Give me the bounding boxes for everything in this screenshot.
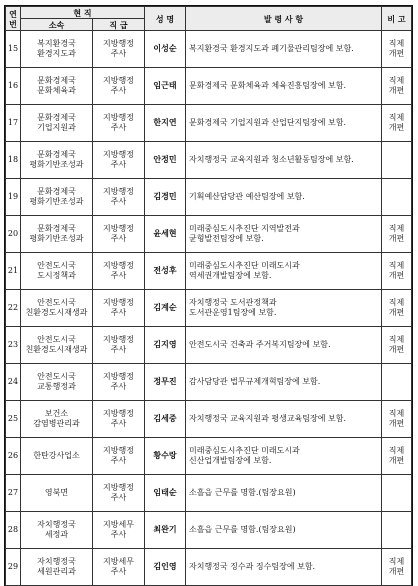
row-remarks xyxy=(382,142,412,179)
row-department: 보건소 감염병관리과 xyxy=(21,401,93,438)
row-number: 20 xyxy=(6,216,21,253)
table-row xyxy=(6,475,412,512)
row-grade: 지방행정 주사 xyxy=(93,253,145,290)
header-current-position: 현 직 xyxy=(21,7,145,19)
row-name: 임근태 xyxy=(145,68,186,105)
row-appointment: 감사담당관 법무규제개혁팀장에 보함. xyxy=(186,364,382,401)
table-row xyxy=(6,512,412,549)
row-appointment: 미래중심도시추진단 지역발전과 균형발전팀장에 보함. xyxy=(186,216,382,253)
row-name: 한지연 xyxy=(145,105,186,142)
row-name: 김경민 xyxy=(145,179,186,216)
row-appointment: 자치행정국 도서관정책과 도서관운영1팀장에 보함. xyxy=(186,290,382,327)
row-grade: 지방행정 주사 xyxy=(93,401,145,438)
row-remarks: 직제 개편 xyxy=(382,549,412,586)
row-grade: 지방행정 주사 xyxy=(93,105,145,142)
row-appointment: 안전도시국 건축과 주거복지팀장에 보함. xyxy=(186,327,382,364)
row-appointment: 복지환경국 환경지도과 폐기물관리팀장에 보함. xyxy=(186,31,382,68)
row-number: 22 xyxy=(6,290,21,327)
row-appointment: 기획예산담당관 예산팀장에 보함. xyxy=(186,179,382,216)
row-number: 27 xyxy=(6,475,21,512)
row-number: 24 xyxy=(6,364,21,401)
header-remarks: 비 고 xyxy=(382,7,412,31)
table-row xyxy=(6,253,412,290)
row-appointment: 미래중심도시추진단 미래도시과 신산업개발팀장에 보함. xyxy=(186,438,382,475)
row-remarks: 직제 개편 xyxy=(382,253,412,290)
row-appointment: 문화경제국 문화체육과 체육진흥팀장에 보함. xyxy=(186,68,382,105)
row-appointment: 자치행정국 징수과 징수팀장에 보함. xyxy=(186,549,382,586)
row-remarks: 직제 개편 xyxy=(382,438,412,475)
row-number: 21 xyxy=(6,253,21,290)
row-department: 문화경제국 평화기반조성과 xyxy=(21,179,93,216)
row-appointment: 자치행정국 교육지원과 평생교육팀장에 보함. xyxy=(186,401,382,438)
row-remarks xyxy=(382,179,412,216)
table-row xyxy=(6,105,412,142)
row-remarks xyxy=(382,512,412,549)
row-department: 자치행정국 세원관리과 xyxy=(21,549,93,586)
row-remarks: 직제 개편 xyxy=(382,105,412,142)
row-number: 23 xyxy=(6,327,21,364)
table-row xyxy=(6,438,412,475)
row-name: 임태순 xyxy=(145,475,186,512)
row-remarks xyxy=(382,475,412,512)
row-number: 19 xyxy=(6,179,21,216)
row-grade: 지방행정 주사 xyxy=(93,364,145,401)
header-grade: 직 급 xyxy=(93,19,145,31)
table-row xyxy=(6,31,412,68)
header-number: 연번 xyxy=(6,7,21,31)
table-row xyxy=(6,549,412,586)
row-grade: 지방세무 주사 xyxy=(93,549,145,586)
row-grade: 지방행정 주사 xyxy=(93,290,145,327)
personnel-order-table xyxy=(5,6,412,586)
row-appointment: 소흘읍 근무를 명함.(팀장요원) xyxy=(186,512,382,549)
row-name: 윤세현 xyxy=(145,216,186,253)
row-department: 안전도시국 교통행정과 xyxy=(21,364,93,401)
row-remarks: 직제 개편 xyxy=(382,290,412,327)
row-name: 최완기 xyxy=(145,512,186,549)
row-remarks: 직제 개편 xyxy=(382,68,412,105)
table-row xyxy=(6,401,412,438)
table-row xyxy=(6,68,412,105)
table-row xyxy=(6,290,412,327)
header-appointment: 발 령 사 항 xyxy=(186,7,382,31)
row-grade: 지방행정 주사 xyxy=(93,31,145,68)
row-grade: 지방행정 주사 xyxy=(93,68,145,105)
row-number: 18 xyxy=(6,142,21,179)
table-body xyxy=(6,31,412,586)
row-number: 29 xyxy=(6,549,21,586)
row-remarks: 직제 개편 xyxy=(382,401,412,438)
table-row xyxy=(6,216,412,253)
row-name: 안정민 xyxy=(145,142,186,179)
row-name: 김계순 xyxy=(145,290,186,327)
row-remarks: 직제 개편 xyxy=(382,216,412,253)
row-department: 문화경제국 문화체육과 xyxy=(21,68,93,105)
row-name: 황수랑 xyxy=(145,438,186,475)
row-department: 안전도시국 도시정책과 xyxy=(21,253,93,290)
row-name: 이성순 xyxy=(145,31,186,68)
header-department: 소속 xyxy=(21,19,93,31)
table-row xyxy=(6,179,412,216)
row-remarks xyxy=(382,364,412,401)
row-appointment: 미래중심도시추진단 미래도시과 역세권개발팀장에 보함. xyxy=(186,253,382,290)
row-number: 16 xyxy=(6,68,21,105)
row-department: 안전도시국 친환경도시재생과 xyxy=(21,290,93,327)
row-grade: 지방행정 주사 xyxy=(93,142,145,179)
row-number: 26 xyxy=(6,438,21,475)
row-grade: 지방행정 주사 xyxy=(93,327,145,364)
table-row xyxy=(6,142,412,179)
row-name: 김지영 xyxy=(145,327,186,364)
row-appointment: 소흘읍 근무를 명함.(팀장요원) xyxy=(186,475,382,512)
row-grade: 지방행정 주사 xyxy=(93,216,145,253)
row-department: 문화경제국 평화기반조성과 xyxy=(21,142,93,179)
row-grade: 지방행정 주사 xyxy=(93,438,145,475)
row-grade: 지방행정 주사 xyxy=(93,179,145,216)
header-name: 성 명 xyxy=(145,7,186,31)
row-name: 김세중 xyxy=(145,401,186,438)
row-number: 17 xyxy=(6,105,21,142)
row-number: 25 xyxy=(6,401,21,438)
row-appointment: 문화경제국 기업지원과 산업단지팀장에 보함. xyxy=(186,105,382,142)
row-department: 영북면 xyxy=(21,475,93,512)
row-number: 15 xyxy=(6,31,21,68)
row-department: 자치행정국 세정과 xyxy=(21,512,93,549)
row-department: 문화경제국 기업지원과 xyxy=(21,105,93,142)
row-name: 전성후 xyxy=(145,253,186,290)
row-number: 28 xyxy=(6,512,21,549)
row-department: 안전도시국 친환경도시재생과 xyxy=(21,327,93,364)
row-name: 김인영 xyxy=(145,549,186,586)
row-department: 복지환경국 환경지도과 xyxy=(21,31,93,68)
row-remarks: 직제 개편 xyxy=(382,327,412,364)
row-department: 한탄강사업소 xyxy=(21,438,93,475)
table-row xyxy=(6,327,412,364)
row-name: 정무진 xyxy=(145,364,186,401)
row-remarks: 직제 개편 xyxy=(382,31,412,68)
row-department: 문화경제국 평화기반조성과 xyxy=(21,216,93,253)
table-row xyxy=(6,364,412,401)
row-appointment: 자치행정국 교육지원과 청소년활동팀장에 보함. xyxy=(186,142,382,179)
row-grade: 지방행정 주사 xyxy=(93,475,145,512)
row-grade: 지방세무 주사 xyxy=(93,512,145,549)
